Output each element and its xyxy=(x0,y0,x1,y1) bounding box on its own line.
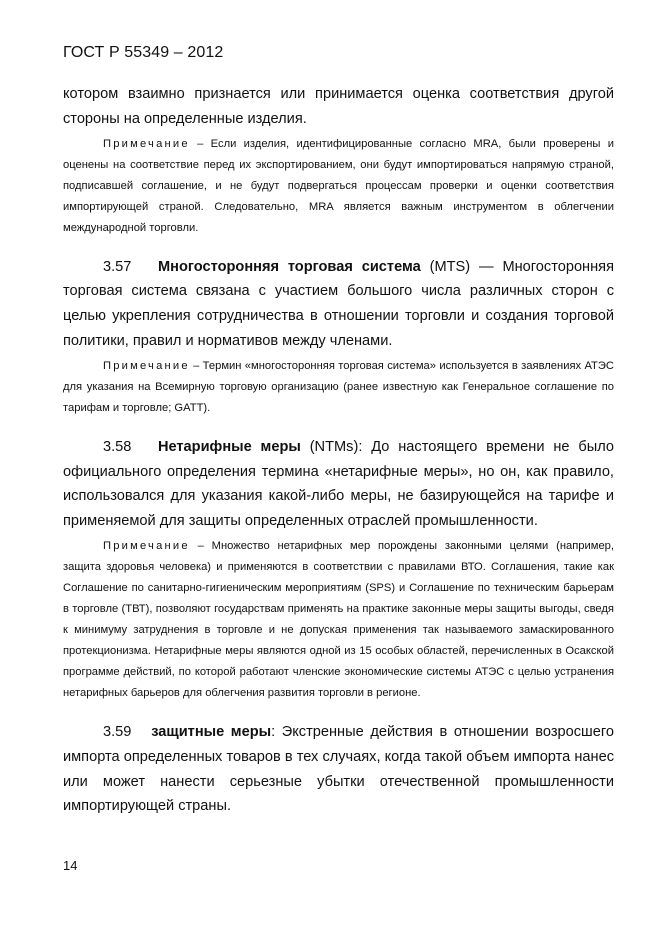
page-body xyxy=(63,82,614,819)
note-mts xyxy=(63,356,614,419)
note-text: – Множество нетарифных мер порождены законными целями (например, защита здоровья человека) и применяются в соответствии с правилами ВТО. Соглашения, такие как Соглашение по санитарно-гигиеническим мероприятиям (SPS) и Соглашение по техническим барьерам в торговле (ТВТ), позволяют государствам применять на практике законные меры защиты выгоды, сведя к минимуму затруднения в торговле и не допуская применения так называемого замаскированного протекционизма. Нетарифные меры являются одной из 15 особых областей, перечисленных в Осакской программе действий, по которой работают членские экономические системы АТЭС с целью устранения нетарифных барьеров для облегчения развития торговли в регионе. xyxy=(63,539,614,699)
term-definition: (NTMs): До настоящего времени не было официального определения термина «нетарифные меры», но он, как правило, использовался для указания какой-либо меры, не базирующейся на тарифе и применяемой для защиты определенных отраслей промышленности. xyxy=(63,438,615,530)
term-number: 3.58 xyxy=(103,438,132,455)
term-3-58 xyxy=(63,435,614,534)
term-3-57 xyxy=(63,255,614,354)
note-text: – Термин «многосторонняя торговая система» используется в заявлениях АТЭС для указания на Всемирную торговую организацию (ранее известную как Генеральное соглашение по тарифам и торговле; GATT). xyxy=(63,359,614,414)
term-name: защитные меры xyxy=(151,723,272,740)
term-number: 3.59 xyxy=(103,723,132,740)
note-label: Примечание xyxy=(103,359,190,372)
page-number: 14 xyxy=(63,858,78,873)
continuation-paragraph: котором взаимно признается или принимается оценка соответствия другой стороны на определенные изделия. xyxy=(63,86,614,127)
term-3-59 xyxy=(63,720,614,819)
note-text: – Если изделия, идентифицированные согласно MRA, были проверены и оценены на соответствие перед их экспортированием, они будут импортироваться напрямую страной, подписавшей соглашение, и не будут подвергаться процессам проверки и оценки соответствия импортирующей страной. Следовательно, MRA является важным инструментом в облегчении международной торговли. xyxy=(63,137,614,234)
term-name: Нетарифные меры xyxy=(157,438,301,455)
note-label: Примечание xyxy=(103,539,190,552)
note-mra xyxy=(63,134,614,239)
term-definition: : Экстренные действия в отношении возросшего импорта определенных товаров в тех случаях, когда такой объем импорта нанес или может нанести серьезные убытки отечественной промышленности импортирующей страны. xyxy=(63,723,614,815)
note-label: Примечание xyxy=(103,137,190,150)
term-name: Многосторонняя торговая система xyxy=(158,258,421,275)
document-header: ГОСТ Р 55349 – 2012 xyxy=(63,44,224,61)
term-number: 3.57 xyxy=(103,258,132,275)
note-ntms xyxy=(63,536,614,704)
term-definition: (MTS) — Многосторонняя торговая система связана с участием большого числа различных сторон с целью укрепления сотрудничества в отношении торговли и создания торговой политики, правил и нормативов между членами. xyxy=(63,258,614,349)
